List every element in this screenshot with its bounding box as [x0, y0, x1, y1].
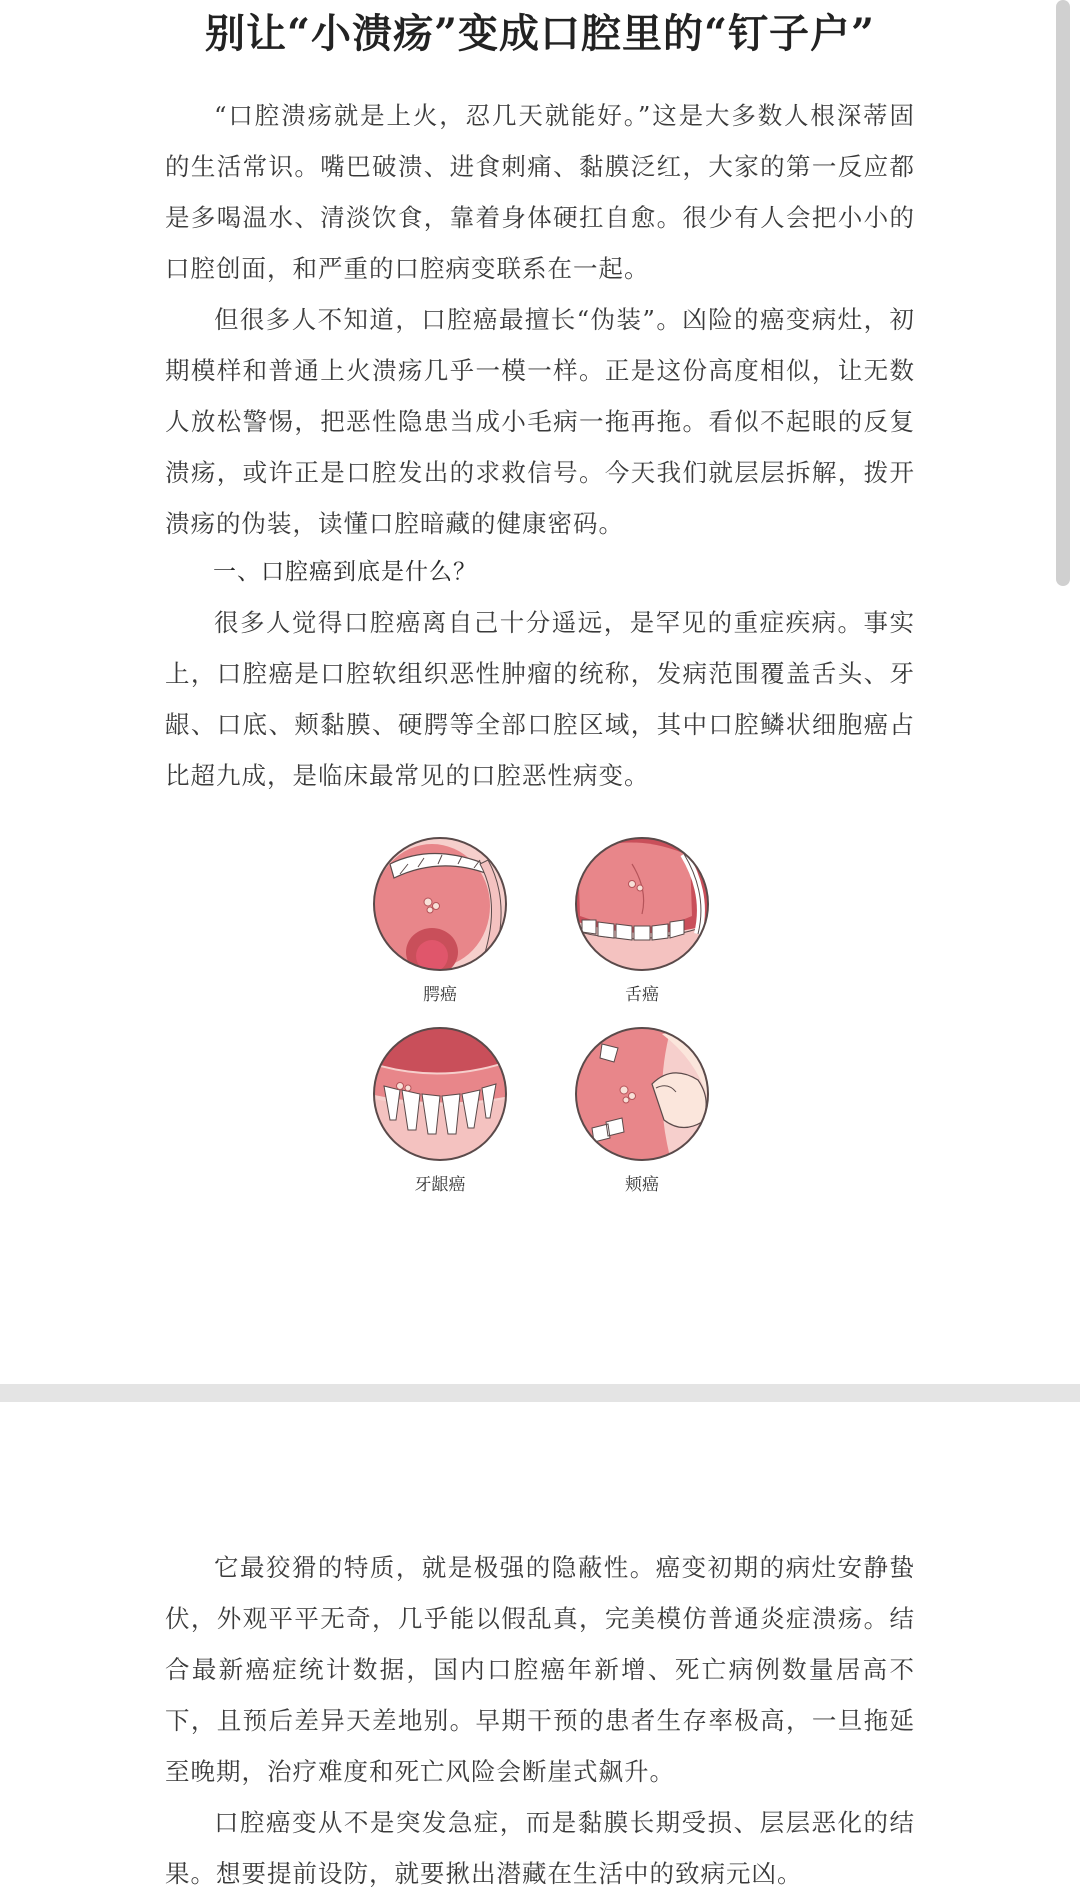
tongue-cancer-illustration — [572, 834, 712, 974]
continued-paragraph-2: 口腔癌变从不是突发急症，而是黏膜长期受损、层层恶化的结果。想要提前设防，就要揪出潜藏在生活中的致病元凶。 — [165, 1808, 915, 1888]
buccal-cancer-panel — [562, 1024, 722, 1196]
intro-section — [165, 90, 915, 549]
tongue-cancer-panel — [562, 834, 722, 1006]
page-separator — [0, 1384, 1080, 1402]
oral-cancer-types-figure — [360, 820, 720, 1220]
continued-paragraph-1: 它最狡猾的特质，就是极强的隐蔽性。癌变初期的病灶安静蛰伏，外观平平无奇，几乎能以假乱真，完美模仿普通炎症溃疡。结合最新癌症统计数据，国内口腔癌年新增、死亡病例数量居高不下，且预后差异天差地别。早期干预的患者生存率极高，一旦拖延至晚期，治疗难度和死亡风险会断崖式飙升。 — [165, 1553, 915, 1786]
palate-cancer-caption: 腭癌 — [423, 985, 457, 1005]
palate-cancer-illustration — [370, 834, 510, 974]
gum-cancer-panel — [360, 1024, 520, 1196]
gum-cancer-caption: 牙龈癌 — [414, 1175, 466, 1195]
article-title: 别让“小溃疡”变成口腔里的“钉子户” — [204, 10, 876, 57]
tongue-cancer-caption: 舌癌 — [625, 985, 659, 1005]
section-1-body — [165, 597, 915, 801]
continued-section — [165, 1542, 915, 1899]
buccal-cancer-illustration — [572, 1024, 712, 1164]
section-heading-1: 一、口腔癌到底是什么？ — [213, 559, 477, 585]
page-2 — [0, 1402, 1080, 1888]
intro-paragraph-2: 但很多人不知道，口腔癌最擅长“伪装”。凶险的癌变病灶，初期模样和普通上火溃疡几乎一模一样。正是这份高度相似，让无数人放松警惕，把恶性隐患当成小毛病一拖再拖。看似不起眼的反复溃疡，或许正是口腔发出的求救信号。今天我们就层层拆解，拨开溃疡的伪装，读懂口腔暗藏的健康密码。 — [165, 305, 915, 538]
palate-cancer-panel — [360, 834, 520, 1006]
buccal-cancer-caption: 颊癌 — [625, 1175, 659, 1195]
gum-cancer-illustration — [370, 1024, 510, 1164]
section-1-paragraph: 很多人觉得口腔癌离自己十分遥远，是罕见的重症疾病。事实上，口腔癌是口腔软组织恶性肿瘤的统称，发病范围覆盖舌头、牙龈、口底、颊黏膜、硬腭等全部口腔区域，其中口腔鳞状细胞癌占比超九成，是临床最常见的口腔恶性病变。 — [165, 608, 915, 790]
intro-paragraph-1: “口腔溃疡就是上火，忍几天就能好。”这是大多数人根深蒂固的生活常识。嘴巴破溃、进食刺痛、黏膜泛红，大家的第一反应都是多喝温水、清淡饮食，靠着身体硬扛自愈。很少有人会把小小的口腔创面，和严重的口腔病变联系在一起。 — [165, 101, 915, 283]
